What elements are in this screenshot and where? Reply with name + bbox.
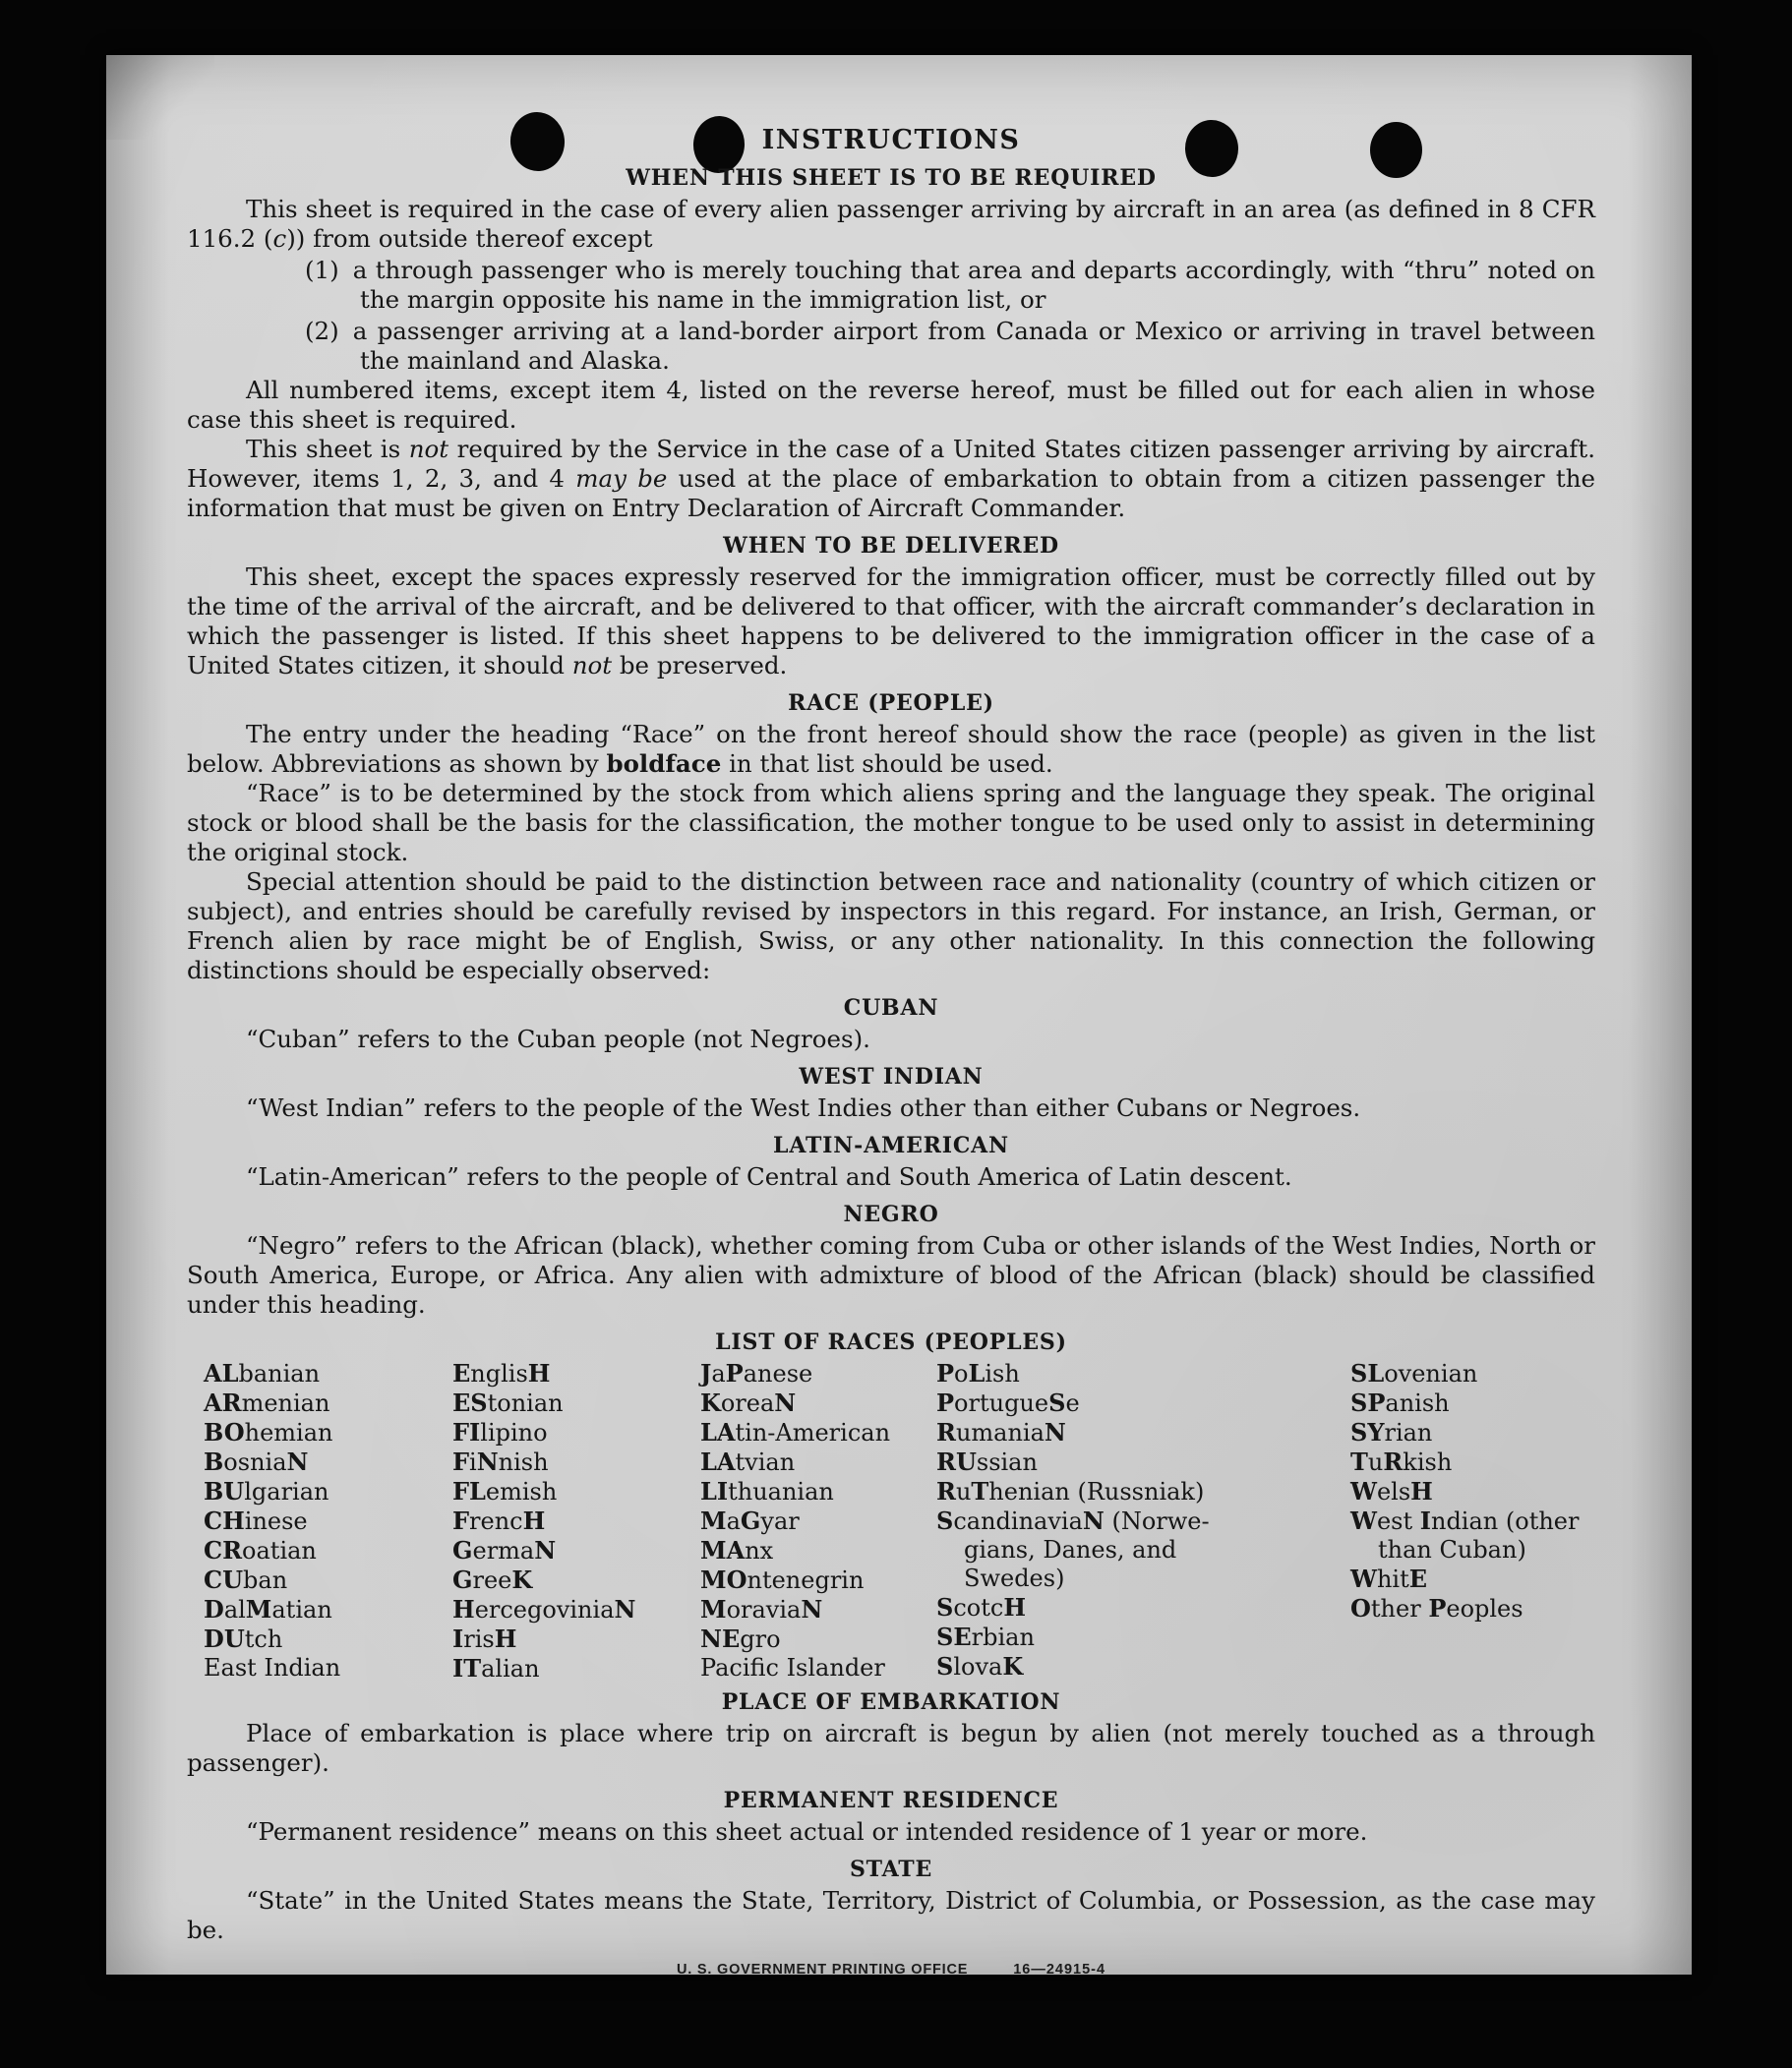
heading-list-of-races: LIST OF RACES (PEOPLES) xyxy=(715,1329,1067,1355)
paragraph-citizen-note: This sheet is not required by the Service in the case of a United States citizen passenger arriving by aircraft. However, items 1, 2, 3, and 4 may be used at the place of embarkation to obtain from a citizen passenger the information that must be given on Entry Declaration of Aircraft Commander. xyxy=(187,435,1596,522)
paragraph-race-entry: The entry under the heading “Race” on the front hereof should show the race (people) as given in the list below. Abbreviations as shown by boldface in that list should be used. xyxy=(187,720,1595,778)
paragraph-latin-american: “Latin-American” refers to the people of Central and South America of Latin descent. xyxy=(246,1162,1292,1191)
list-item-1-text: a through passenger who is merely touching that area and departs accordingly, with “thru” noted on the margin opposite his name in the immigration list, or xyxy=(352,256,1595,314)
race-entry: LAtvian xyxy=(700,1448,796,1476)
race-entry: BosniaN xyxy=(204,1448,309,1476)
heading-cuban: CUBAN xyxy=(843,995,939,1021)
race-entry: JaPanese xyxy=(700,1359,813,1388)
race-entry: HercegoviniaN xyxy=(452,1595,636,1624)
print-office-number: 16—24915-4 xyxy=(1013,1962,1106,1975)
race-entry: SErbian xyxy=(936,1623,1035,1651)
race-entry: Pacific Islander xyxy=(700,1654,885,1682)
race-entry: LAtin-American xyxy=(700,1418,891,1447)
paragraph-all-items: All numbered items, except item 4, listed on the reverse hereof, must be filled out for each alien in whose case this sheet is required. xyxy=(187,376,1595,434)
race-entry: RumaniaN xyxy=(936,1418,1066,1447)
list-item-2-text: a passenger arriving at a land-border airport from Canada or Mexico or arriving in travel between the mainland and Alaska. xyxy=(352,317,1595,375)
document-title: INSTRUCTIONS xyxy=(761,125,1021,155)
race-entry: WelsH xyxy=(1350,1477,1433,1506)
races-column-4 xyxy=(936,1359,1344,1682)
race-entry: BOhemian xyxy=(204,1418,333,1447)
race-entry: ScandinaviaN (Norwe- gians, Danes, and Swedes) xyxy=(936,1507,1210,1592)
paragraph-required-intro: This sheet is required in the case of every alien passenger arriving by aircraft in an area (as defined in 8 CFR 116.2 (c)) from outside thereof except xyxy=(187,195,1595,253)
race-entry: MaGyar xyxy=(700,1507,800,1535)
race-entry: FiNnish xyxy=(452,1448,549,1476)
race-entry: DalMatian xyxy=(204,1595,332,1624)
document-sheet xyxy=(106,55,1692,1975)
paragraph-residence: “Permanent residence” means on this sheet actual or intended residence of 1 year or more. xyxy=(246,1817,1368,1846)
race-entry: RUssian xyxy=(936,1448,1038,1476)
race-entry: CUban xyxy=(204,1566,288,1594)
race-entry: GreeK xyxy=(452,1566,533,1594)
heading-state: STATE xyxy=(849,1857,933,1882)
races-list xyxy=(187,1359,1595,1683)
print-office-text: U. S. GOVERNMENT PRINTING OFFICE xyxy=(676,1962,969,1975)
race-entry: WhitE xyxy=(1350,1565,1428,1593)
race-entry: ITalian xyxy=(452,1654,540,1683)
paragraph-negro: “Negro” refers to the African (black), whether coming from Cuba or other islands of the West Indies, North or South America, Europe, or Africa. Any alien with admixture of blood of the African (black) should be classified under this heading. xyxy=(187,1231,1595,1319)
race-entry: FrencH xyxy=(452,1507,546,1535)
paragraph-state: “State” in the United States means the State, Territory, District of Columbia, or Possession, as the case may be. xyxy=(187,1886,1595,1944)
races-column-3 xyxy=(700,1359,931,1683)
race-entry: SPanish xyxy=(1350,1389,1450,1417)
list-item-2-number: (2) xyxy=(305,317,339,345)
race-entry: FIlipino xyxy=(452,1418,548,1447)
race-entry: BUlgarian xyxy=(204,1477,329,1506)
race-entry: ScotcH xyxy=(936,1593,1027,1622)
race-entry: TuRkish xyxy=(1350,1448,1453,1476)
race-entry: East Indian xyxy=(204,1654,341,1682)
paragraph-cuban: “Cuban” refers to the Cuban people (not Negroes). xyxy=(246,1025,870,1053)
document-content xyxy=(187,55,1595,1975)
race-entry: SYrian xyxy=(1350,1418,1433,1447)
races-column-1 xyxy=(204,1359,445,1683)
race-entry: RuThenian (Russniak) xyxy=(936,1477,1205,1506)
race-entry: ALbanian xyxy=(204,1359,321,1388)
paragraph-race-determined: “Race” is to be determined by the stock from which aliens spring and the language they speak. The original stock or blood shall be the basis for the classification, the mother tongue to be used only to assist in determining the original stock. xyxy=(187,779,1595,866)
race-entry: IrisH xyxy=(452,1625,517,1653)
race-entry: GermaN xyxy=(452,1536,557,1565)
heading-permanent-residence: PERMANENT RESIDENCE xyxy=(723,1788,1059,1813)
race-entry: KoreaN xyxy=(700,1389,797,1417)
heading-when-delivered: WHEN TO BE DELIVERED xyxy=(723,533,1059,559)
heading-negro: NEGRO xyxy=(843,1202,939,1227)
race-entry: PortugueSe xyxy=(936,1389,1080,1417)
race-entry: NEgro xyxy=(700,1625,781,1653)
print-office-note xyxy=(187,1955,1595,1975)
heading-place-of-embarkation: PLACE OF EMBARKATION xyxy=(721,1689,1061,1715)
heading-latin-american: LATIN-AMERICAN xyxy=(773,1133,1009,1158)
race-entry: MOntenegrin xyxy=(700,1566,865,1594)
race-entry: MAnx xyxy=(700,1536,774,1565)
list-item-1-number: (1) xyxy=(305,256,339,284)
race-entry: PoLish xyxy=(936,1359,1020,1388)
race-entry: ARmenian xyxy=(204,1389,330,1417)
races-column-5 xyxy=(1350,1359,1595,1624)
race-entry: EnglisH xyxy=(452,1359,551,1388)
race-entry: MoraviaN xyxy=(700,1595,823,1624)
paragraph-west-indian: “West Indian” refers to the people of the West Indies other than either Cubans or Negroes. xyxy=(246,1093,1361,1122)
races-column-2 xyxy=(452,1359,693,1684)
race-entry: CHinese xyxy=(204,1507,308,1535)
race-entry: West Indian (other than Cuban) xyxy=(1350,1507,1580,1564)
race-entry: DUtch xyxy=(204,1625,283,1653)
race-entry: SLovenian xyxy=(1350,1359,1478,1388)
race-entry: CRoatian xyxy=(204,1536,317,1565)
paragraph-race-attention: Special attention should be paid to the distinction between race and nationality (country of which citizen or subject), and entries should be carefully revised by inspectors in this regard. For instance, an Irish, German, or French alien by race might be of English, Swiss, or any other nationality. In this connection the following distinctions should be especially observed: xyxy=(187,867,1595,984)
list-item-2 xyxy=(187,317,1595,376)
race-entry: FLemish xyxy=(452,1477,558,1506)
heading-race-people: RACE (PEOPLE) xyxy=(788,690,994,716)
list-item-1 xyxy=(187,256,1595,315)
race-entry: LIthuanian xyxy=(700,1477,834,1506)
heading-when-required: WHEN THIS SHEET IS TO BE REQUIRED xyxy=(626,165,1157,191)
race-entry: Other Peoples xyxy=(1350,1594,1523,1623)
paragraph-embarkation: Place of embarkation is place where trip on aircraft is begun by alien (not merely touched as a through passenger). xyxy=(187,1719,1595,1777)
paragraph-delivered: This sheet, except the spaces expressly reserved for the immigration officer, must be correctly filled out by the time of the arrival of the aircraft, and be delivered to that officer, with the aircraft commander’s declaration in which the passenger is listed. If this sheet happens to be delivered to the immigration officer in the case of a United States citizen, it should not be preserved. xyxy=(187,562,1595,679)
race-entry: EStonian xyxy=(452,1389,564,1417)
race-entry: SlovaK xyxy=(936,1652,1024,1681)
heading-west-indian: WEST INDIAN xyxy=(799,1064,984,1090)
